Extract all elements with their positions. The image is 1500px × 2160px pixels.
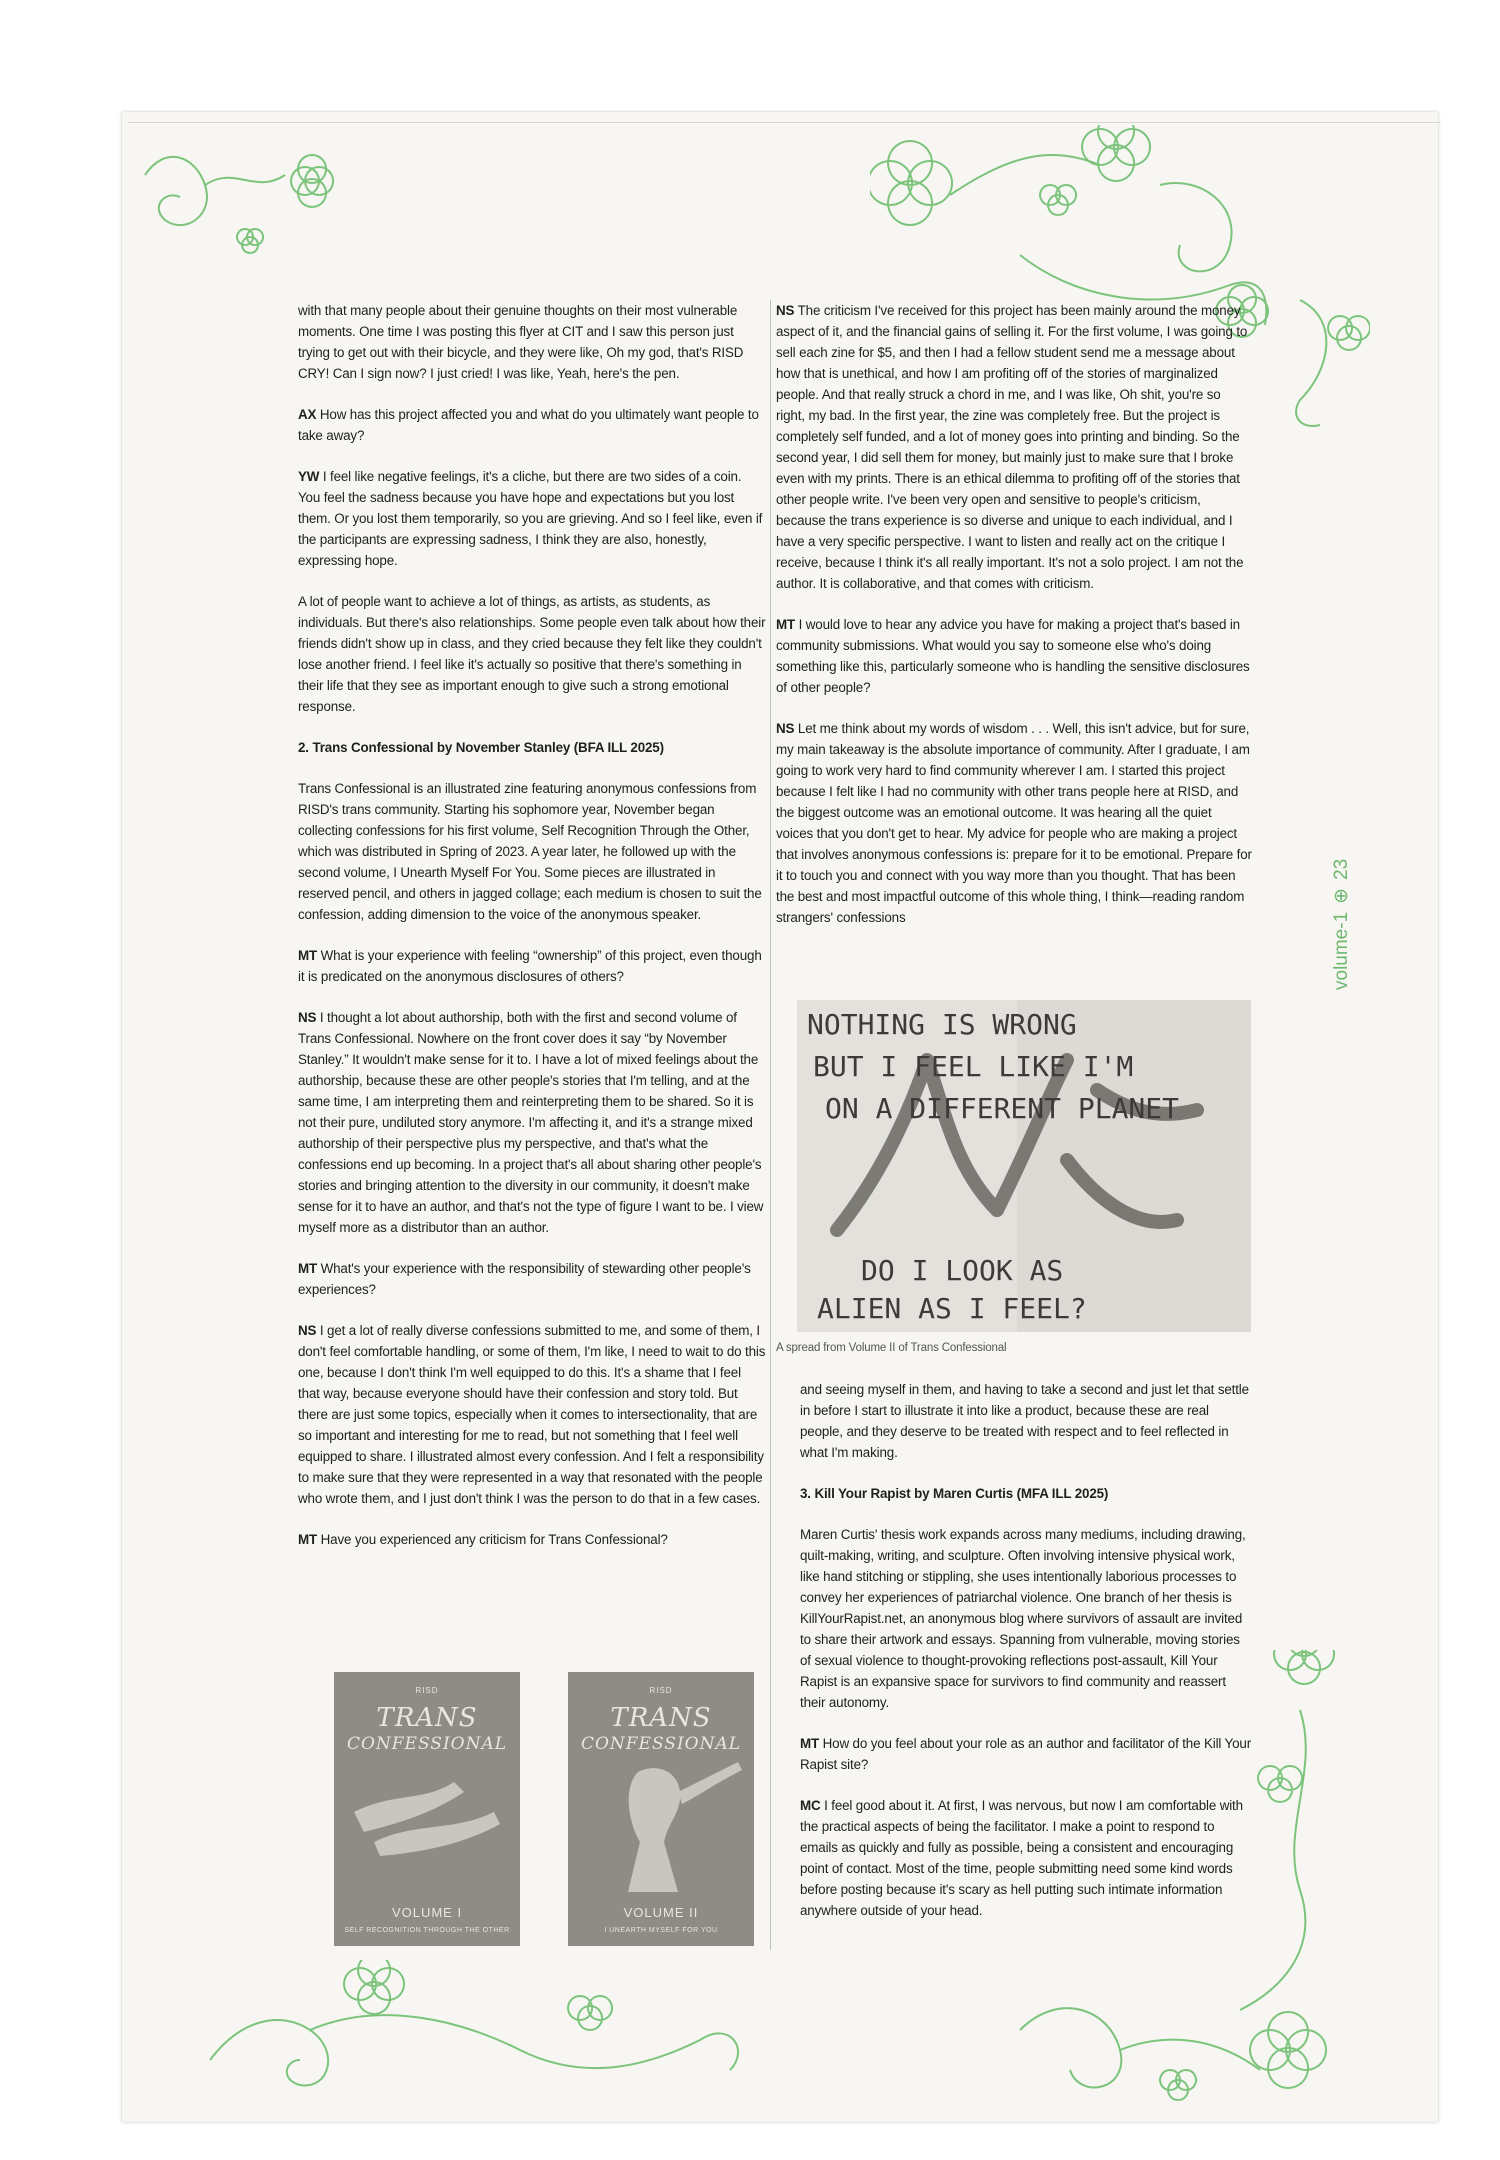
answer (298, 1320, 766, 1509)
question-text: What is your experience with feeling “ownership” of this project, even though it is predicated on the anonymous disclosures of others? (298, 948, 762, 984)
figure-illustration-icon (568, 1752, 754, 1892)
speaker-initials: NS (298, 1323, 317, 1338)
section-heading: 3. Kill Your Rapist by Maren Curtis (MFA ILL 2025) (800, 1486, 1109, 1501)
volume-label: volume-1 (1331, 911, 1352, 990)
right-column-indented (776, 1379, 1252, 1921)
spread-collage-illustration (797, 1000, 1251, 1332)
clover-vine-bottom-left-icon (200, 1960, 760, 2110)
speaker-initials: MT (298, 1261, 318, 1276)
zine-cover-volume-1 (334, 1672, 520, 1946)
speaker-initials: MT (298, 948, 318, 963)
question (776, 614, 1252, 698)
cover-volume: VOLUME II (623, 1905, 699, 1920)
answer-text: I thought a lot about authorship, both with the first and second volume of Trans Confessional. Nowhere on the front cover does it say “by November Stanley.” It wouldn't make sense for it to. I have a lot of mixed feelings about the authorship, because these are other people's stories that I'm telling, and at the same time, I am interpreting them and reinterpreting them to be shared. So it is not their pure, undiluted story anymore. I'm affecting it, and it's a strange mixed authorship of their perspective plus my perspective, and that's what the confessions end up becoming. In a project that's all about sharing other people's stories and bringing attention to the diversity in our community, it doesn't make sense for it to have an author, and that's not the type of figure I want to be. I view myself more as a distributor than an author. (298, 1010, 764, 1235)
speaker-initials: NS (776, 303, 795, 318)
cover-publisher: RISD (649, 1686, 673, 1695)
question (298, 945, 766, 987)
cover-title-line1: TRANS (610, 1703, 712, 1733)
section-intro: Maren Curtis' thesis work expands across many mediums, including drawing, quilt-making, writing, and sculpture. Often involving intensive physical work, like hand stitching or stippling, she uses intentionally laborious processes to convey her experiences of patriarchal violence. One branch of her thesis is KillYourRapist.net, an anonymous blog where survivors of assault are invited to share their artwork and essays. Spanning from vulnerable, moving stories of sexual violence to thought-provoking reflections post-assault, Kill Your Rapist is an expansive space for survivors to find community and reassert their autonomy. (800, 1527, 1246, 1710)
speaker-initials: YW (298, 469, 320, 484)
speaker-initials: MT (776, 617, 796, 632)
speaker-initials: MC (800, 1798, 821, 1813)
folio (1330, 859, 1353, 990)
spread-text-line3: ON A DIFFERENT PLANET (825, 1092, 1180, 1125)
answer-text: The criticism I've received for this project has been mainly around the money aspect of it, and the financial gains of selling it. For the first volume, I was going to sell each zine for $5, and then I had a fellow student send me a message about how that is unethical, and how I am profiting off of the stories of marginalized people. And that really struck a chord in me, and I was like, Oh shit, you're so right, my bad. In the first year, the zine was completely free. But the project is completely self funded, and a lot of money goes into printing and binding. So the second year, I did sell them for money, but mainly just to make sure that I broke even with my prints. There is an ethical dilemma to profiting off of the stories that other people write. I've been very open and sensitive to people's criticism, because the trans experience is so diverse and unique to each individual, and I have a very specific perspective. I want to listen and really act on the critique I receive, because I think it's all really important. It's not a solo project. I am not the author. It is collaborative, and that comes with criticism. (776, 303, 1248, 591)
question-text: How do you feel about your role as an author and facilitator of the Kill Your Rapist site? (800, 1736, 1252, 1772)
page-number: 23 (1331, 858, 1352, 880)
answer-text: Let me think about my words of wisdom . . . Well, this isn't advice, but for sure, my main takeaway is the absolute importance of community. After I graduate, I am going to work very hard to find community wherever I am. I started this project because I felt like I had no community with other trans people here at RISD, and the biggest outcome was an emotional outcome. It was hearing all the quiet voices that you don't get to hear. My advice for people who are making a project that involves anonymous confessions is: prepare for it to be emotional. Prepare for it to touch you and connect with you way more than you thought. That has been the best and most impactful outcome of this whole thing, I think—reading random strangers' confessions (776, 721, 1252, 925)
cover-title-line1: TRANS (376, 1703, 478, 1733)
clover-vine-top-left-icon (135, 135, 345, 265)
cover-title-line2: CONFESSIONAL (346, 1734, 508, 1754)
spread-text-line2: BUT I FEEL LIKE I'M (813, 1050, 1134, 1083)
answer-text: I feel like negative feelings, it's a cliche, but there are two sides of a coin. You feel the sadness because you have hope and expectations but you lost them. Or you lost them temporarily, so you are grieving. And so I feel like, even if the participants are expressing sadness, I think they are also, honestly, expressing hope. (298, 469, 763, 568)
left-column (298, 300, 766, 1570)
question (298, 404, 766, 446)
speaker-initials: NS (298, 1010, 317, 1025)
spread-text-line4: DO I LOOK AS (861, 1254, 1064, 1287)
answer (298, 466, 766, 571)
answer (776, 718, 1252, 928)
right-column-lower (776, 1338, 1252, 1941)
column-divider (770, 300, 771, 1950)
paragraph: A lot of people want to achieve a lot of things, as artists, as students, as individuals. But there's also relationships. Some people even talk about how their friends didn't show up in class, and they cried because they felt like they couldn't lose another friend. I feel like it's actually so positive that there's something in their life that they see as important enough to give such a strong emotional response. (298, 594, 766, 714)
question-text: How has this project affected you and what do you ultimately want people to take away? (298, 407, 759, 443)
cover-title-line2: CONFESSIONAL (580, 1734, 742, 1754)
cover-volume: VOLUME I (391, 1905, 463, 1920)
speaker-initials: MT (298, 1532, 318, 1547)
question-text: What's your experience with the responsibility of stewarding other people's experiences? (298, 1261, 751, 1297)
question-text: Have you experienced any criticism for Trans Confessional? (320, 1532, 668, 1547)
paragraph: with that many people about their genuine thoughts on their most vulnerable moments. One time I was posting this flyer at CIT and I saw this person just trying to get out with their bicycle, and they were like, Oh my god, that's RISD CRY! Can I sign now? I just cried! I was like, Yeah, here's the pen. (298, 303, 744, 381)
speaker-initials: AX (298, 407, 317, 422)
answer-text: I feel good about it. At first, I was nervous, but now I am comfortable with the practical aspects of being the facilitator. I make a point to respond to emails as quickly and fully as possible, being a consistent and encouraging point of contact. Most of the time, people submitting need some kind words before posting because it's scary as hell putting such intimate information anywhere outside of your head. (800, 1798, 1243, 1918)
answer-text: I get a lot of really diverse confessions submitted to me, and some of them, I don't feel comfortable handling, or some of them, I'm like, I need to wait to do this one, because I don't think I'm well equipped to do this. It's a shame that I feel that way, because everyone should have their confession and story told. But there are just some topics, especially when it comes to intersectionality, that are so important and interesting for me to read, but not something that I feel well equipped to share. I illustrated almost every confession. And I felt a responsibility to make sure that they were represented in a way that resonated with the people who wrote them, and I just don't think I was the person to do that in a few cases. (298, 1323, 766, 1506)
cover-subtitle: SELF RECOGNITION THROUGH THE OTHER (344, 1927, 510, 1934)
answer (800, 1795, 1252, 1921)
zine-cover-volume-2 (568, 1672, 754, 1946)
paragraph: and seeing myself in them, and having to take a second and just let that settle in before I start to illustrate it into like a product, because these are real people, and they deserve to be treated with respect and to feel reflected in what I'm making. (800, 1382, 1249, 1460)
folio-separator-icon: ⊕ (1331, 887, 1352, 904)
question-text: I would love to hear any advice you have for making a project that's based in community submissions. What would you say to someone else who's doing something like this, particularly someone who is handling the sensitive disclosures of other people? (776, 617, 1250, 695)
image-caption: A spread from Volume II of Trans Confessional (776, 1342, 1007, 1354)
zine-spread-image (797, 1000, 1251, 1332)
question (298, 1529, 766, 1550)
section-heading: 2. Trans Confessional by November Stanley (BFA ILL 2025) (298, 740, 664, 755)
answer (298, 1007, 766, 1238)
spread-text-line5: ALIEN AS I FEEL? (817, 1292, 1087, 1325)
answer (776, 300, 1252, 594)
speaker-initials: MT (800, 1736, 820, 1751)
clover-vine-right-icon (1280, 280, 1370, 440)
spread-text-line1: NOTHING IS WRONG (807, 1008, 1077, 1041)
cover-publisher: RISD (415, 1686, 439, 1695)
cover-subtitle: I UNEARTH MYSELF FOR YOU (604, 1927, 718, 1934)
question (800, 1733, 1252, 1775)
question (298, 1258, 766, 1300)
hands-illustration-icon (334, 1752, 520, 1892)
speaker-initials: NS (776, 721, 795, 736)
section-intro: Trans Confessional is an illustrated zine featuring anonymous confessions from RISD's trans community. Starting his sophomore year, November began collecting confessions for his first volume, Self Recognition Through the Other, which was distributed in Spring of 2023. A year later, he followed up with the second volume, I Unearth Myself For You. Some pieces are illustrated in reserved pencil, and others in jagged collage; each medium is chosen to suit the confession, adding dimension to the voice of the anonymous speaker. (298, 781, 762, 922)
